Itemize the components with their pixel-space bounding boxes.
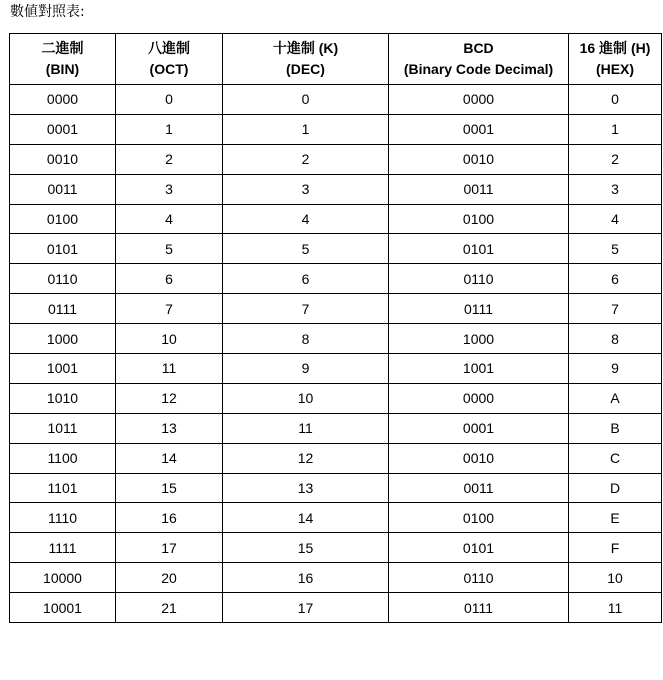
table-body [10,85,662,623]
cell-bcd: 0110 [389,264,569,294]
header-bcd-abbr: (Binary Code Decimal) [403,61,554,77]
cell-dec: 15 [223,533,389,563]
header-hex-title: 16 進制 (H) [579,40,651,56]
table-row [10,593,662,623]
cell-dec: 6 [223,264,389,294]
cell-hex: E [569,503,662,533]
cell-oct: 15 [116,473,223,503]
table-row [10,413,662,443]
cell-oct: 3 [116,174,223,204]
cell-oct: 16 [116,503,223,533]
table-row [10,503,662,533]
header-oct-abbr: (OCT) [149,61,189,77]
header-hex-abbr: (HEX) [595,61,635,77]
cell-oct: 20 [116,563,223,593]
header-dec [223,34,389,85]
cell-dec: 13 [223,473,389,503]
cell-dec: 0 [223,85,389,115]
table-row [10,144,662,174]
cell-hex: 0 [569,85,662,115]
cell-oct: 2 [116,144,223,174]
header-bin-abbr: (BIN) [45,61,80,77]
cell-dec: 17 [223,593,389,623]
number-conversion-table [9,33,662,623]
cell-bin: 0000 [10,85,116,115]
cell-dec: 9 [223,354,389,384]
header-bin-title: 二進制 [41,40,84,56]
cell-bcd: 0001 [389,114,569,144]
cell-oct: 21 [116,593,223,623]
cell-bin: 0010 [10,144,116,174]
cell-hex: 1 [569,114,662,144]
cell-hex: A [569,383,662,413]
header-hex [569,34,662,85]
cell-oct: 0 [116,85,223,115]
cell-bin: 1011 [10,413,116,443]
cell-oct: 7 [116,294,223,324]
cell-bin: 1110 [10,503,116,533]
cell-dec: 2 [223,144,389,174]
cell-bcd: 0101 [389,533,569,563]
header-dec-abbr: (DEC) [286,61,325,77]
header-bcd-title: BCD [463,40,494,56]
cell-bin: 10001 [10,593,116,623]
cell-bcd: 0000 [389,383,569,413]
table-caption: 數値對照表: [10,4,85,20]
cell-bin: 0101 [10,234,116,264]
cell-bcd: 0111 [389,593,569,623]
table-row [10,473,662,503]
header-oct-title: 八進制 [148,40,190,56]
table-row [10,234,662,264]
cell-bcd: 0111 [389,294,569,324]
cell-oct: 5 [116,234,223,264]
cell-dec: 7 [223,294,389,324]
cell-bcd: 0110 [389,563,569,593]
cell-bcd: 0010 [389,443,569,473]
cell-hex: 6 [569,264,662,294]
table-row [10,114,662,144]
table-row [10,563,662,593]
cell-hex: B [569,413,662,443]
cell-bin: 0001 [10,114,116,144]
cell-bin: 1001 [10,354,116,384]
cell-bin: 1000 [10,324,116,354]
cell-bin: 1101 [10,473,116,503]
cell-bin: 0011 [10,174,116,204]
cell-bin: 0100 [10,204,116,234]
cell-oct: 4 [116,204,223,234]
cell-bin: 0111 [10,294,116,324]
table-row [10,85,662,115]
cell-bcd: 1001 [389,354,569,384]
cell-bin: 1010 [10,383,116,413]
cell-bcd: 0010 [389,144,569,174]
cell-hex: 10 [569,563,662,593]
cell-hex: 8 [569,324,662,354]
cell-hex: 9 [569,354,662,384]
cell-bcd: 1000 [389,324,569,354]
cell-bcd: 0011 [389,473,569,503]
table-row [10,533,662,563]
cell-oct: 14 [116,443,223,473]
cell-hex: C [569,443,662,473]
cell-hex: 2 [569,144,662,174]
cell-dec: 16 [223,563,389,593]
table-header [10,34,662,85]
cell-dec: 4 [223,204,389,234]
cell-oct: 12 [116,383,223,413]
cell-bcd: 0000 [389,85,569,115]
cell-hex: 4 [569,204,662,234]
cell-oct: 13 [116,413,223,443]
table-row [10,264,662,294]
cell-bcd: 0100 [389,204,569,234]
cell-bcd: 0001 [389,413,569,443]
table-row [10,174,662,204]
table-row [10,383,662,413]
table-row [10,204,662,234]
cell-oct: 6 [116,264,223,294]
cell-bin: 0110 [10,264,116,294]
cell-hex: F [569,533,662,563]
cell-dec: 12 [223,443,389,473]
cell-dec: 5 [223,234,389,264]
table-row [10,443,662,473]
cell-oct: 17 [116,533,223,563]
cell-dec: 1 [223,114,389,144]
cell-dec: 3 [223,174,389,204]
cell-bin: 1111 [10,533,116,563]
cell-dec: 10 [223,383,389,413]
header-bin [10,34,116,85]
cell-oct: 1 [116,114,223,144]
cell-dec: 14 [223,503,389,533]
cell-hex: 3 [569,174,662,204]
cell-dec: 8 [223,324,389,354]
cell-bcd: 0100 [389,503,569,533]
header-bcd [389,34,569,85]
cell-bin: 10000 [10,563,116,593]
cell-bcd: 0101 [389,234,569,264]
cell-hex: D [569,473,662,503]
cell-bcd: 0011 [389,174,569,204]
header-oct [116,34,223,85]
cell-bin: 1100 [10,443,116,473]
cell-hex: 7 [569,294,662,324]
cell-hex: 5 [569,234,662,264]
cell-hex: 11 [569,593,662,623]
table-row [10,324,662,354]
cell-oct: 11 [116,354,223,384]
header-dec-title: 十進制 (K) [272,40,339,56]
cell-oct: 10 [116,324,223,354]
cell-dec: 11 [223,413,389,443]
table-row [10,354,662,384]
table-row [10,294,662,324]
header-row [10,34,662,85]
